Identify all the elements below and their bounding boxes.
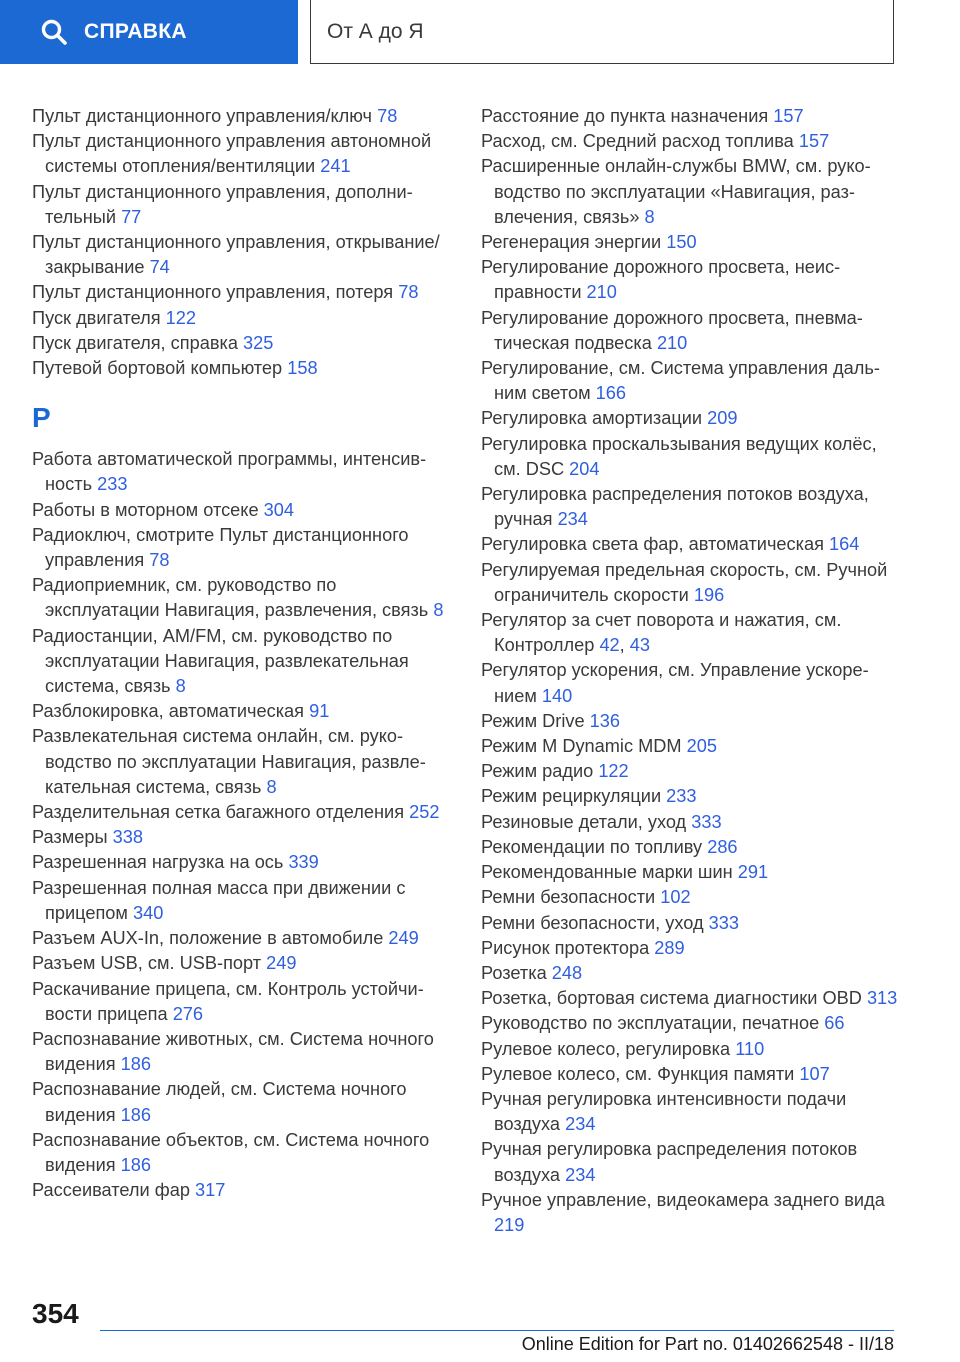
entry-text: Разблокировка, автоматическая (32, 701, 305, 722)
index-entry (32, 926, 452, 951)
index-entry (481, 104, 901, 129)
entry-text: Розетка (481, 962, 547, 983)
page-ref-link[interactable]: 196 (693, 584, 725, 605)
breadcrumb-a-to-z[interactable]: От А до Я (310, 0, 894, 64)
entry-text: Рулевое колесо, см. Функция памяти (481, 1063, 795, 1084)
index-entry (481, 986, 901, 1011)
index-entry (32, 624, 452, 700)
entry-text: Регулирование дорожного просвета, пневматическая подвеска (481, 307, 863, 353)
index-entry (481, 230, 901, 255)
page-header (0, 0, 960, 66)
page-ref-link[interactable]: 291 (737, 862, 769, 883)
index-column-right (481, 104, 901, 1238)
page-ref-link[interactable]: 186 (120, 1054, 152, 1075)
footer-divider (100, 1330, 894, 1331)
entry-text: Руководство по эксплуатации, печатное (481, 1013, 820, 1034)
page-ref-link[interactable]: 219 (494, 1214, 525, 1235)
entry-text: Розетка, бортовая система диагностики OBD (481, 988, 862, 1009)
page-ref-link[interactable]: 186 (120, 1104, 152, 1125)
index-entry (481, 1188, 901, 1238)
entry-text: Регулировка света фар, автоматическая (481, 534, 824, 555)
index-entry (32, 699, 452, 724)
page-ref-link[interactable]: 166 (595, 383, 626, 404)
index-entry (481, 558, 901, 608)
page-ref-link[interactable]: 74 (149, 257, 170, 278)
index-entry (481, 860, 901, 885)
page-ref-link[interactable]: 140 (541, 685, 573, 706)
page-ref-link[interactable]: 313 (866, 988, 898, 1009)
entry-text: Пуск двигателя (32, 307, 161, 328)
entry-text: Рекомендованные марки шин (481, 862, 733, 883)
entry-text: Расход, см. Средний расход топлива (481, 131, 794, 152)
page-ref-link[interactable]: 333 (691, 811, 722, 832)
entry-text: Режим радио (481, 761, 594, 782)
index-entry (32, 498, 452, 523)
page-ref-link[interactable]: 8 (175, 676, 186, 697)
page-ref-link[interactable]: 186 (120, 1154, 152, 1175)
entry-text: Путевой бортовой компьютер (32, 358, 283, 379)
entry-text: Пульт дистанционного управления, потеря (32, 282, 394, 303)
page-ref-link[interactable]: 122 (598, 761, 629, 782)
page-ref-link[interactable]: 42 (599, 635, 620, 656)
page-ref-link[interactable]: 158 (287, 358, 318, 379)
entry-text: Режим M Dynamic MDM (481, 736, 682, 757)
index-entry (32, 306, 452, 331)
entry-text: Резиновые детали, уход (481, 811, 687, 832)
page-ref-link[interactable]: 122 (165, 307, 196, 328)
index-entry (32, 1178, 452, 1203)
index-entry (32, 230, 452, 280)
page-ref-link[interactable]: 317 (195, 1180, 226, 1201)
page-ref-link[interactable]: 164 (829, 534, 860, 555)
page-ref-link[interactable]: 339 (288, 852, 319, 873)
index-column-left (32, 104, 452, 1203)
index-entry (32, 523, 452, 573)
help-tab[interactable] (0, 0, 298, 64)
page-ref-link[interactable]: 340 (132, 902, 164, 923)
index-entry (32, 573, 452, 623)
entry-text: Пульт дистанционного управления, дополнительный (32, 181, 413, 227)
page-ref-link[interactable]: 210 (586, 282, 617, 303)
page-ref-link[interactable]: 333 (708, 912, 740, 933)
entry-text: Регулятор за счет поворота и нажатия, см. Контроллер (481, 610, 842, 656)
page-ref-link[interactable]: 210 (656, 332, 688, 353)
entry-text: Разъем AUX-In, положение в автомобиле (32, 928, 384, 949)
index-entry (481, 784, 901, 809)
index-entry (32, 825, 452, 850)
index-entry (481, 482, 901, 532)
page-ref-link[interactable]: 8 (266, 776, 277, 797)
page-ref-link[interactable]: 209 (707, 408, 738, 429)
page-ref-link[interactable]: 102 (660, 887, 691, 908)
entry-text: Регулятор ускорения, см. Управление ускорением (481, 660, 869, 706)
page-ref-link[interactable]: 78 (398, 282, 419, 303)
entry-text: Регулирование, см. Система управления дальним светом (481, 358, 880, 404)
index-entry (32, 800, 452, 825)
index-entry (32, 850, 452, 875)
page-ref-link[interactable]: 107 (799, 1063, 830, 1084)
entry-text: Регулировка проскальзывания ведущих колёс, см. DSC (481, 433, 877, 479)
index-entry (481, 1037, 901, 1062)
index-entry (481, 734, 901, 759)
index-entry (32, 1077, 452, 1127)
index-entry (32, 977, 452, 1027)
section-letter: Р (32, 402, 51, 434)
index-entry (481, 658, 901, 708)
index-entry (32, 331, 452, 356)
index-entry (481, 255, 901, 305)
entry-text: Радиостанции, AM/FM, см. руководство по эксплуатации Навигация, развлекательная система, связь (32, 625, 409, 697)
page-ref-link[interactable]: 150 (666, 232, 697, 253)
index-entry (32, 356, 452, 381)
entry-text: Ремни безопасности (481, 887, 656, 908)
page-ref-link[interactable]: 304 (263, 499, 294, 520)
page-ref-link[interactable]: 91 (309, 701, 330, 722)
page-ref-link[interactable]: 78 (377, 106, 398, 126)
index-entry (481, 1062, 901, 1087)
page-ref-link[interactable]: 325 (243, 332, 274, 353)
entry-text: Пуск двигателя, справка (32, 332, 238, 353)
entry-text: Разрешенная нагрузка на ось (32, 852, 284, 873)
entry-text: Разделительная сетка багажного отделения (32, 802, 405, 823)
index-entry (481, 532, 901, 557)
index-entry (481, 306, 901, 356)
page-ref-link[interactable]: 248 (551, 962, 583, 983)
index-entry (32, 1128, 452, 1178)
index-entry (481, 835, 901, 860)
page-ref-link[interactable]: 8 (644, 206, 655, 227)
entry-text: Разъем USB, см. USB-порт (32, 953, 262, 974)
index-entry (481, 432, 901, 482)
index-entry (481, 154, 901, 230)
entry-text: Регулируемая предельная скорость, см. Ручной ограничитель скорости (481, 559, 888, 605)
edition-note: Online Edition for Part no. 01402662548 - II/18 (521, 1334, 894, 1354)
entry-text: Работы в моторном отсеке (32, 499, 259, 520)
page-ref-link[interactable]: 77 (121, 206, 142, 227)
index-entry (32, 447, 452, 497)
page-ref-link[interactable]: 204 (569, 458, 600, 479)
index-entry (32, 104, 452, 129)
index-entry (481, 356, 901, 406)
index-entry (32, 1027, 452, 1077)
entry-text: Ручная регулировка интенсивности подачи воздуха (481, 1088, 847, 1135)
entry-text: Пульт дистанционного управления, открывание/закрывание (32, 232, 440, 278)
page-ref-link[interactable]: 234 (557, 509, 588, 530)
page-ref-link[interactable]: 241 (320, 156, 351, 177)
index-entry (481, 406, 901, 431)
index-list-p (32, 104, 452, 381)
index-entry (481, 1137, 901, 1187)
index-entry (32, 129, 452, 179)
entry-text: Ремни безопасности, уход (481, 912, 704, 933)
index-entry (481, 1011, 901, 1036)
entry-text: Рулевое колесо, регулировка (481, 1038, 731, 1059)
index-entry (32, 876, 452, 926)
page-ref-link[interactable]: 233 (97, 474, 128, 495)
entry-text: Распознавание объектов, см. Система ночного видения (32, 1129, 430, 1175)
entry-text: Разрешенная полная масса при движении с прицепом (32, 877, 406, 923)
page-ref-link[interactable]: 234 (565, 1114, 596, 1135)
index-entry (481, 936, 901, 961)
entry-text: Раскачивание прицепа, см. Контроль устойчивости прицепа (32, 978, 424, 1024)
entry-text: Режим рециркуляции (481, 786, 662, 807)
page-ref-link[interactable]: 286 (707, 836, 738, 857)
entry-text: Режим Drive (481, 710, 585, 731)
page-ref-link[interactable]: 249 (266, 953, 297, 974)
index-entry (481, 1087, 901, 1137)
page-ref-link[interactable]: 157 (798, 131, 830, 152)
entry-text: Рекомендации по топливу (481, 836, 703, 857)
page-number: 354 (32, 1298, 79, 1329)
entry-text: Ручное управление, видеокамера заднего вида (481, 1189, 885, 1210)
entry-text: Расширенные онлайн-службы BMW, см. руководство по эксплуатации «Навигация, развлечения, связь» (481, 156, 871, 227)
entry-text: Регенерация энергии (481, 232, 662, 253)
entry-text: Развлекательная система онлайн, см. руководство по эксплуатации Навигация, развлекательная система, связь (32, 726, 426, 797)
page-ref-link[interactable]: 43 (629, 635, 651, 656)
entry-text: Регулировка амортизации (481, 408, 703, 429)
page-ref-link[interactable]: 66 (824, 1013, 845, 1034)
entry-text: Рисунок протектора (481, 937, 650, 958)
page-ref-link[interactable]: 252 (409, 802, 440, 823)
index-entry (481, 961, 901, 986)
index-entry (32, 951, 452, 976)
page-ref-link[interactable]: 136 (589, 710, 620, 731)
entry-text: Пульт дистанционного управления автономной системы отопления/вентиляции (32, 131, 432, 177)
page-ref-link[interactable]: 234 (565, 1164, 596, 1185)
entry-text: Рассеиватели фар (32, 1180, 190, 1201)
page-ref-link[interactable]: 249 (388, 928, 419, 949)
page-ref-link[interactable]: 157 (773, 106, 804, 126)
entry-text: Радиоприемник, см. руководство по эксплуатации Навигация, развлечения, связь (32, 575, 429, 621)
index-entry (481, 911, 901, 936)
help-tab-label: СПРАВКА (84, 20, 187, 43)
entry-text: Распознавание людей, см. Система ночного видения (32, 1079, 407, 1125)
entry-text: Распознавание животных, см. Система ночного видения (32, 1028, 434, 1075)
index-list-r-continued (481, 104, 901, 1238)
index-entry: Регулятор за счет поворота и нажатия, см. Контроллер 42, 43 (481, 610, 842, 656)
index-entry (32, 724, 452, 800)
page-ref-link[interactable]: 276 (172, 1003, 204, 1024)
index-entry (481, 129, 901, 154)
entry-text: Ручная регулировка распределения потоков воздуха (481, 1139, 858, 1185)
entry-text: Радиоключ, смотрите Пульт дистанционного управления (32, 524, 409, 571)
page-ref-link[interactable]: 338 (112, 827, 144, 848)
page-ref-link[interactable]: 233 (666, 786, 697, 807)
page-ref-link[interactable]: 8 (433, 600, 444, 621)
entry-text: Расстояние до пункта назначения (481, 106, 769, 126)
page-ref-link[interactable]: 78 (149, 550, 170, 571)
entry-text: Размеры (32, 827, 108, 848)
page-ref-link[interactable]: 110 (735, 1038, 765, 1059)
search-icon (40, 18, 68, 46)
index-list-r (32, 447, 452, 1203)
entry-text: Работа автоматической программы, интенсивность (32, 449, 427, 495)
index-entry (32, 280, 452, 305)
index-entry (481, 885, 901, 910)
page-ref-link[interactable]: 289 (654, 937, 685, 958)
index-entry (481, 709, 901, 734)
index-entry (481, 810, 901, 835)
entry-text: Пульт дистанционного управления/ключ (32, 106, 373, 126)
index-entry (32, 180, 452, 230)
page-ref-link[interactable]: 205 (686, 736, 717, 757)
entry-text: Регулировка распределения потоков воздуха, ручная (481, 484, 869, 530)
index-entry (481, 759, 901, 784)
entry-text: Регулирование дорожного просвета, неисправности (481, 257, 841, 303)
